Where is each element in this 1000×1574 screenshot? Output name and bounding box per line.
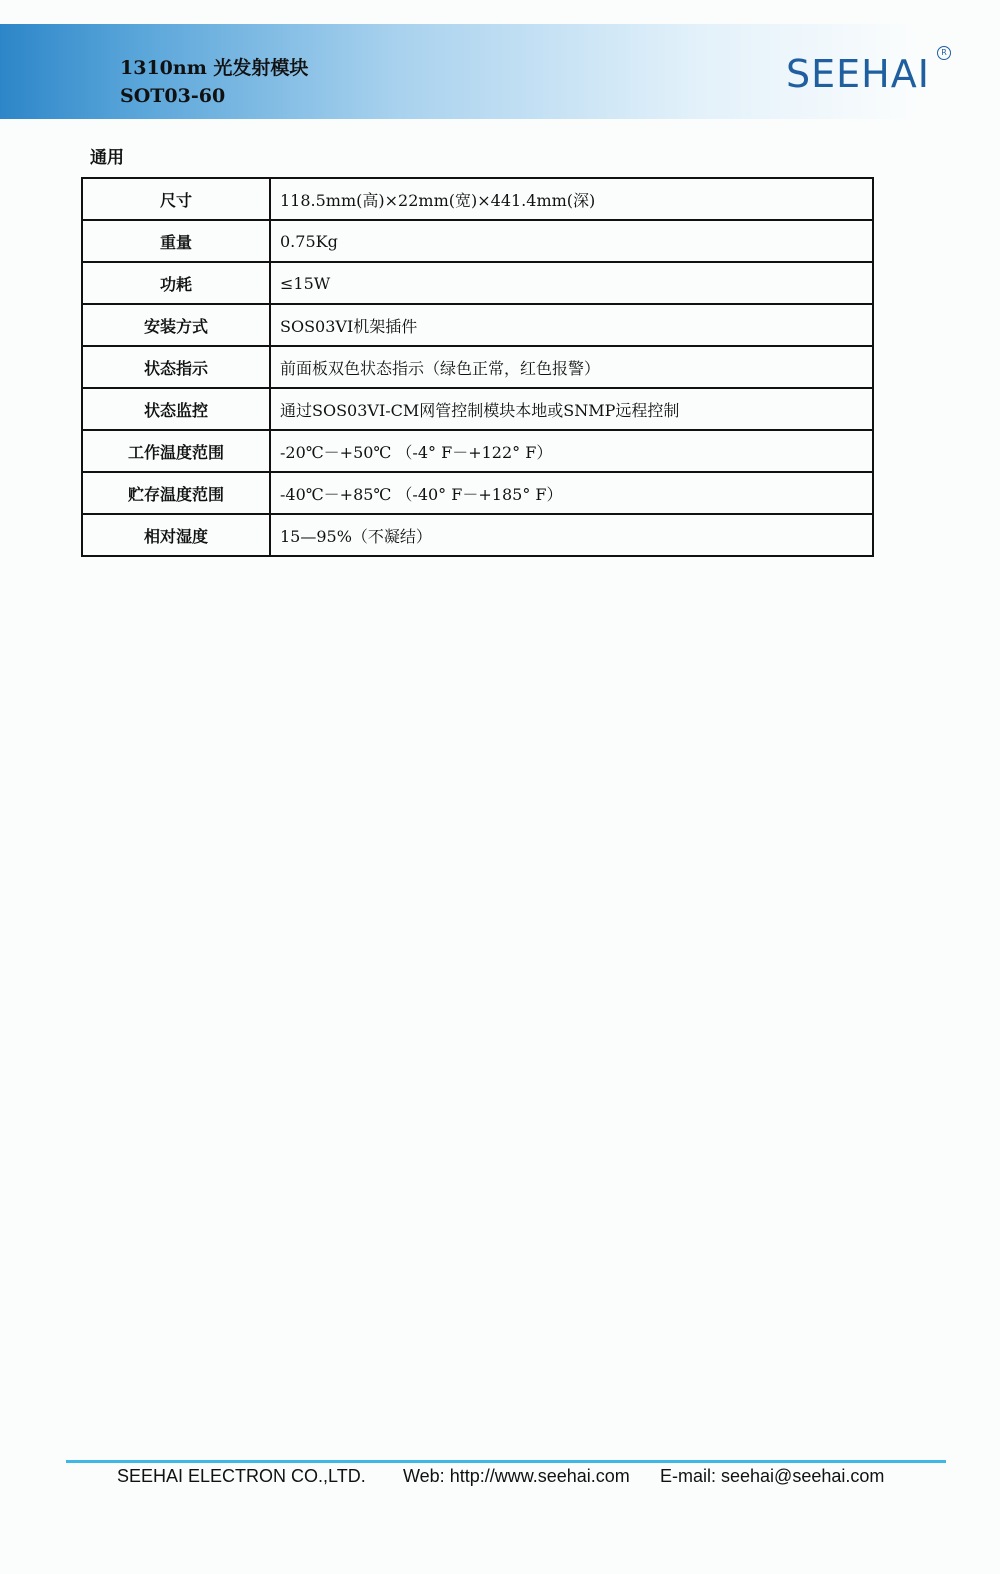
spec-label: 贮存温度范围	[82, 472, 270, 514]
product-model: SOT03-60	[120, 85, 226, 107]
footer-company: SEEHAI ELECTRON CO.,LTD.	[117, 1466, 366, 1486]
table-row	[82, 430, 873, 472]
table-row	[82, 178, 873, 220]
table-row	[82, 514, 873, 556]
spec-label: 安装方式	[82, 304, 270, 346]
seehai-logo: SEEHAI	[786, 52, 930, 96]
spec-table	[81, 177, 874, 557]
spec-label: 尺寸	[82, 178, 270, 220]
section-title: 通用	[90, 148, 124, 168]
spec-value: SOS03VI机架插件	[270, 304, 873, 346]
spec-label: 功耗	[82, 262, 270, 304]
spec-label: 工作温度范围	[82, 430, 270, 472]
spec-value: -40℃－+85℃ （-40° F－+185° F）	[270, 472, 873, 514]
spec-value: 15—95%（不凝结）	[270, 514, 873, 556]
spec-label: 重量	[82, 220, 270, 262]
registered-mark-icon: R	[937, 46, 951, 60]
spec-value: 通过SOS03VI-CM网管控制模块本地或SNMP远程控制	[270, 388, 873, 430]
footer-divider	[66, 1460, 946, 1463]
table-row	[82, 472, 873, 514]
document-title	[120, 54, 308, 110]
spec-value: -20℃－+50℃ （-4° F－+122° F）	[270, 430, 873, 472]
table-row	[82, 346, 873, 388]
spec-label: 状态指示	[82, 346, 270, 388]
spec-value: 前面板双色状态指示（绿色正常，红色报警）	[270, 346, 873, 388]
product-name: 1310nm 光发射模块	[120, 57, 309, 79]
spec-value: 0.75Kg	[270, 220, 873, 262]
spec-label: 相对湿度	[82, 514, 270, 556]
spec-value: 118.5mm(高)×22mm(宽)×441.4mm(深)	[270, 178, 873, 220]
table-row	[82, 304, 873, 346]
spec-label: 状态监控	[82, 388, 270, 430]
table-row	[82, 262, 873, 304]
spec-value: ≤15W	[270, 262, 873, 304]
footer-web: Web: http://www.seehai.com	[403, 1466, 630, 1486]
table-row	[82, 388, 873, 430]
table-row	[82, 220, 873, 262]
footer-email: E-mail: seehai@seehai.com	[660, 1466, 885, 1486]
